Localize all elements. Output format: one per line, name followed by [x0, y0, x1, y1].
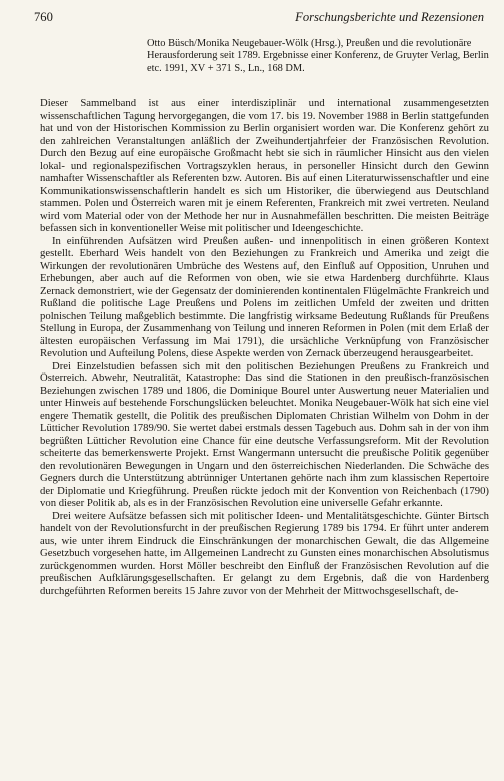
review-paragraph: Dieser Sammelband ist aus einer interdisziplinär und international zusammengesetzten wissenschaftlichen Tagung hervorgegangen, die vom 17. bis 19. November 1988 in Berlin stattgefunden hat und von der Historischen Kommission zu Berlin organisiert worden war. Die Konferenz gehört zu den zahlreichen Veranstaltungen anläßlich der Zweihundertjahrfeier der Französischen Revolution. Durch den Bezug auf eine europäische Großmacht hebt sie sich in räumlicher Hinsicht aus den vielen lokal- und regionalspezifischen Vortragszyklen heraus, in personeller Hinsicht durch den Gewinn namhafter Wissenschaftler als Referenten bzw. Autoren. Bis auf einen Literaturwissenschaftler und eine Kommunikationswissenschaftlerin handelt es sich um Historiker, die überwiegend aus Deutschland stammen. Polen und Österreich waren mit je einem Referenten, Frankreich mit zwei vertreten. Neuland wird vom Material oder von der Methode her nur in Ausnahmefällen beschritten. Die meisten Beiträge befassen sich in konventioneller Weise mit politischer und Ideengeschichte. — [40, 97, 489, 234]
book-citation: Otto Büsch/Monika Neugebauer-Wölk (Hrsg.), Preußen und die revolutionäre Herausforderung seit 1789. Ergebnisse einer Konferenz, de Gruyter Verlag, Berlin etc. 1991, XV + 371 S., Ln., 168 DM. — [147, 38, 489, 74]
review-paragraph: Drei Einzelstudien befassen sich mit den politischen Beziehungen Preußens zu Frankreich und Österreich. Abwehr, Neutralität, Katastrophe: Das sind die Stationen in den preußisch-französischen Beziehungen zwischen 1789 und 1806, die Dominique Bourel unter Auswertung neuer Materialien und unter Hinweis auf bestehende Forschungslücken beleuchtet. Monika Neugebauer-Wölk hat sich eine viel engere Thematik gestellt, die Politik des preußischen Diplomaten Christian Wilhelm von Dohm in der Lütticher Revolution 1789/90. Sie wertet dabei erstmals dessen Tagebuch aus. Dohm sah in der von ihm begrüßten Lütticher Revolution eine Chance für eine deutsche Verfassungsreform. Mit der Revolution scheiterte das bemerkenswerte Projekt. Ernst Wangermann untersucht die preußische Politik gegenüber den revolutionären Bewegungen in Ungarn und den österreichischen Niederlanden. Die Schwäche des Gegners durch die Unterstützung abtrünniger Untertanen gehörte nach ihm zum klassischen Repertoire der Diplomatie und Kriegführung. Preußen rückte jedoch mit der Konvention von Reichenbach (1790) von dieser Politik ab, als es in der Französischen Revolution eine universelle Gefahr erkannte. — [40, 359, 489, 509]
page-number: 760 — [34, 10, 53, 24]
running-title: Forschungsberichte und Rezensionen — [295, 10, 484, 24]
review-paragraph: In einführenden Aufsätzen wird Preußen außen- und innenpolitisch in einen größeren Kontext gestellt. Eberhard Weis handelt von den Beziehungen zu Frankreich und Amerika und zeigt die Wirkungen der revolutionären Umbrüche des Westens auf, den Einfluß auf Opposition, Unruhen und Erhebungen, aber auch auf die Reformen von oben, wie sie etwa Hardenberg durchführte. Klaus Zernack demonstriert, wie der Gegensatz der dominierenden kontinentalen Flügelmächte Frankreich und Rußland die politische Lage Preußens und Polens im zeitlichen Umfeld der zweiten und dritten polnischen Teilung maßgeblich bestimmte. Die langfristig wirksame Bedeutung Rußlands für Preußens Stellung in Europa, der Zusammenhang von Teilung und inneren Reformen in Polen (mit dem Erlaß der ältesten europäischen Verfassung im Mai 1791), die ursächliche Verknüpfung von Französischer Revolution und Aufteilung Polens, diese Aspekte werden von Zernack überzeugend herausgearbeitet. — [40, 234, 489, 359]
review-paragraph: Drei weitere Aufsätze befassen sich mit politischer Ideen- und Mentalitätsgeschichte. Günter Birtsch handelt von der Revolutionsfurcht in der preußischen Regierung 1789 bis 1794. Er führt unter anderem aus, wie unter ihrem Eindruck die Einschränkungen der monarchischen Gewalt, die das Allgemeine Gesetzbuch vorgesehen hatte, im Allgemeinen Landrecht zu Gunsten eines monarchischen Absolutismus zurückgenommen wurden. Horst Möller beschreibt den Einfluß der Französischen Revolution auf die preußischen Aufklärungsgesellschaften. Er gelangt zu dem Ergebnis, daß die von Hardenberg durchgeführten Reformen bereits 15 Jahre zuvor von der Mehrheit der Mittwochsgesellschaft, de- — [40, 509, 489, 597]
review-body — [40, 97, 489, 597]
page-header — [34, 10, 484, 26]
